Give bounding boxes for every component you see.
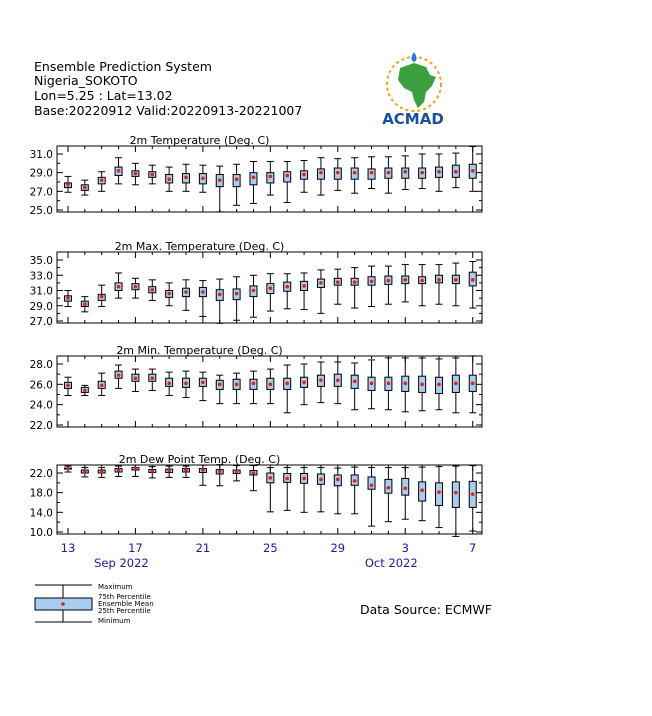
- mean-marker: [454, 278, 458, 282]
- header-line-1: Ensemble Prediction System: [34, 59, 212, 74]
- box-2022-09-23: [233, 373, 240, 404]
- box-2022-10-03: [402, 468, 409, 520]
- box-2022-09-22: [216, 375, 223, 403]
- box-2022-09-24: [250, 371, 257, 404]
- box-2022-09-20: [183, 280, 190, 311]
- legend-box: [35, 585, 92, 622]
- box-2022-09-13: [64, 176, 71, 192]
- box-2022-10-03: [402, 156, 409, 190]
- box-2022-09-30: [351, 158, 358, 193]
- box-2022-10-04: [419, 358, 426, 411]
- box-2022-10-05: [435, 359, 442, 410]
- y-tick-label: 29.0: [29, 167, 53, 180]
- box-2022-10-06: [452, 358, 459, 413]
- mean-marker: [235, 177, 239, 181]
- box-2022-09-19: [166, 167, 173, 191]
- mean-marker: [150, 288, 154, 292]
- mean-marker: [66, 384, 70, 388]
- mean-marker: [167, 469, 171, 473]
- mean-marker: [218, 383, 222, 387]
- box-2022-09-18: [149, 467, 156, 478]
- mean-marker: [471, 382, 475, 386]
- x-day-label: 25: [263, 541, 278, 555]
- x-month-label: Oct 2022: [364, 556, 418, 570]
- panel-title: 2m Dew Point Temp. (Deg. C): [118, 453, 281, 466]
- y-tick-label: 27.0: [29, 186, 53, 199]
- y-tick-label: 29.0: [29, 300, 53, 313]
- x-day-label: 29: [330, 541, 346, 555]
- mean-marker: [218, 470, 222, 474]
- mean-marker: [269, 476, 273, 480]
- legend-p75-label: 75th Percentile: [98, 593, 151, 601]
- mean-marker: [370, 280, 374, 284]
- chart-panel-3: [30, 344, 482, 432]
- mean-marker: [403, 170, 407, 174]
- data-source: Data Source: ECMWF: [360, 602, 492, 617]
- mean-marker: [353, 171, 357, 175]
- box-2022-09-29: [334, 362, 341, 404]
- mean-marker: [437, 170, 441, 174]
- box-2022-10-06: [452, 263, 459, 306]
- y-tick-label: 26.0: [29, 379, 53, 392]
- mean-marker: [420, 171, 424, 175]
- mean-marker: [302, 284, 306, 288]
- mean-marker: [269, 175, 273, 179]
- mean-marker: [100, 384, 104, 388]
- mean-marker: [134, 172, 138, 176]
- box-2022-10-01: [368, 360, 375, 409]
- box-2022-10-05: [435, 467, 442, 528]
- box-2022-09-18: [149, 165, 156, 184]
- box-2022-10-07: [469, 262, 476, 309]
- box-2022-09-29: [334, 468, 341, 514]
- mean-marker: [252, 289, 256, 293]
- box-2022-10-03: [402, 358, 409, 412]
- box-2022-09-22: [216, 166, 223, 212]
- box-2022-09-30: [351, 268, 358, 308]
- header-line-2: Nigeria_SOKOTO: [34, 73, 138, 88]
- chart-panel-4: [30, 453, 482, 539]
- legend-p25-label: 25th Percentile: [98, 607, 151, 615]
- mean-marker: [319, 171, 323, 175]
- box-2022-09-15: [98, 468, 105, 478]
- mean-marker: [117, 373, 121, 377]
- y-tick-label: 33.0: [29, 270, 53, 283]
- box-2022-09-21: [199, 372, 206, 400]
- mean-marker: [134, 376, 138, 380]
- box-2022-10-01: [368, 468, 375, 527]
- x-day-label: 7: [469, 541, 477, 555]
- box-2022-09-20: [183, 466, 190, 477]
- mean-marker: [420, 279, 424, 283]
- chart-panel-1: [30, 134, 482, 217]
- box-2022-09-26: [284, 365, 291, 413]
- chart-panel-2: [30, 240, 482, 328]
- mean-marker: [117, 468, 121, 472]
- x-month-label: Sep 2022: [94, 556, 149, 570]
- box-2022-09-27: [301, 364, 308, 405]
- mean-marker: [269, 383, 273, 387]
- box-2022-09-28: [317, 158, 324, 195]
- mean-marker: [353, 479, 357, 483]
- box-2022-10-02: [385, 358, 392, 410]
- box-2022-09-23: [233, 164, 240, 205]
- box-2022-09-14: [81, 468, 88, 477]
- box-2022-09-17: [132, 163, 139, 184]
- mean-marker: [218, 178, 222, 182]
- x-day-label: 13: [60, 541, 76, 555]
- box-2022-10-07: [469, 147, 476, 192]
- mean-marker: [83, 470, 87, 474]
- mean-marker: [471, 278, 475, 282]
- mean-marker: [437, 278, 441, 282]
- box-2022-09-22: [216, 279, 223, 323]
- box-2022-09-15: [98, 172, 105, 192]
- box-2022-09-21: [199, 281, 206, 317]
- box-2022-10-07: [469, 466, 476, 531]
- box-2022-09-13: [64, 377, 71, 395]
- mean-marker: [66, 183, 70, 187]
- mean-marker: [150, 376, 154, 380]
- box-2022-10-06: [452, 153, 459, 188]
- box-2022-10-02: [385, 157, 392, 193]
- panel-title: 2m Max. Temperature (Deg. C): [114, 240, 285, 253]
- box-2022-09-17: [132, 278, 139, 298]
- mean-marker: [336, 280, 340, 284]
- box-2022-09-18: [149, 369, 156, 390]
- y-tick-label: 24.0: [29, 399, 53, 412]
- mean-marker: [134, 467, 138, 471]
- y-tick-label: 31.0: [29, 285, 53, 298]
- mean-marker: [387, 279, 391, 283]
- mean-marker: [437, 383, 441, 387]
- mean-marker: [252, 176, 256, 180]
- mean-marker: [319, 281, 323, 285]
- box-2022-10-02: [385, 266, 392, 304]
- mean-marker: [269, 286, 273, 290]
- x-day-label: 21: [195, 541, 211, 555]
- mean-marker: [235, 470, 239, 474]
- box-2022-09-19: [166, 283, 173, 306]
- y-tick-label: 22.0: [29, 420, 53, 432]
- box-2022-09-21: [199, 165, 206, 192]
- box-2022-09-19: [166, 372, 173, 395]
- y-tick-label: 18.0: [29, 487, 53, 500]
- x-day-label: 3: [401, 541, 409, 555]
- mean-marker: [100, 470, 104, 474]
- mean-marker: [420, 488, 424, 492]
- x-day-label: 17: [128, 541, 143, 555]
- legend-maximum-label: Maximum: [98, 583, 133, 591]
- mean-marker: [218, 293, 222, 297]
- mean-marker: [285, 174, 289, 178]
- mean-marker: [336, 171, 340, 175]
- mean-marker: [387, 382, 391, 386]
- box-2022-09-24: [250, 275, 257, 317]
- box-2022-09-16: [115, 466, 122, 476]
- box-2022-10-04: [419, 154, 426, 189]
- y-tick-label: 31.0: [29, 149, 53, 161]
- box-2022-10-02: [385, 468, 392, 522]
- iqr-box: [368, 477, 375, 489]
- y-tick-label: 28.0: [29, 359, 53, 371]
- mean-marker: [336, 478, 340, 482]
- mean-marker: [471, 169, 475, 173]
- y-tick-label: 14.0: [29, 507, 53, 520]
- box-2022-09-16: [115, 365, 122, 388]
- mean-marker: [117, 285, 121, 289]
- mean-marker: [370, 483, 374, 487]
- mean-marker: [252, 471, 256, 475]
- mean-marker: [167, 177, 171, 181]
- legend-minimum-label: Minimum: [98, 617, 131, 625]
- mean-marker: [336, 378, 340, 382]
- box-2022-09-13: [64, 466, 71, 472]
- y-tick-label: 27.0: [29, 316, 53, 328]
- legend-mean: [61, 602, 65, 606]
- box-2022-09-17: [132, 369, 139, 391]
- mean-marker: [319, 378, 323, 382]
- mean-marker: [117, 169, 121, 173]
- mean-marker: [150, 469, 154, 473]
- mean-marker: [235, 383, 239, 387]
- header-line-4: Base:20220912 Valid:20220913-20221007: [34, 103, 303, 118]
- mean-marker: [302, 173, 306, 177]
- box-2022-10-07: [469, 356, 476, 413]
- box-2022-09-22: [216, 465, 223, 486]
- box-2022-09-24: [250, 161, 257, 203]
- box-2022-10-05: [435, 265, 442, 305]
- mean-marker: [184, 468, 188, 472]
- box-2022-09-30: [351, 363, 358, 410]
- box-2022-10-06: [452, 466, 459, 536]
- mean-marker: [252, 382, 256, 386]
- box-2022-10-05: [435, 154, 442, 191]
- box-2022-09-29: [334, 159, 341, 191]
- mean-marker: [471, 492, 475, 496]
- box-2022-09-27: [301, 161, 308, 193]
- box-2022-09-26: [284, 161, 291, 202]
- box-2022-09-16: [115, 158, 122, 184]
- logo-text: ACMAD: [382, 110, 444, 128]
- box-2022-09-27: [301, 273, 308, 310]
- box-2022-09-14: [81, 180, 88, 195]
- iqr-box: [435, 483, 442, 506]
- box-2022-09-16: [115, 273, 122, 298]
- box-2022-09-18: [149, 280, 156, 301]
- mean-marker: [83, 186, 87, 190]
- box-2022-09-15: [98, 373, 105, 395]
- mean-marker: [454, 382, 458, 386]
- mean-marker: [403, 486, 407, 490]
- mean-marker: [150, 173, 154, 177]
- mean-marker: [201, 290, 205, 294]
- y-tick-label: 10.0: [29, 527, 53, 539]
- mean-marker: [437, 490, 441, 494]
- box-2022-09-19: [166, 466, 173, 477]
- box-2022-09-15: [98, 285, 105, 306]
- mean-marker: [100, 178, 104, 182]
- legend-mean-label: Ensemble Mean: [98, 600, 154, 608]
- mean-marker: [370, 382, 374, 386]
- box-2022-09-26: [284, 468, 291, 511]
- box-2022-09-23: [233, 277, 240, 320]
- box-2022-09-13: [64, 291, 71, 307]
- mean-marker: [319, 478, 323, 482]
- box-2022-10-03: [402, 265, 409, 302]
- box-2022-09-25: [267, 161, 274, 195]
- mean-marker: [454, 170, 458, 174]
- box-2022-09-17: [132, 465, 139, 476]
- mean-marker: [184, 176, 188, 180]
- mean-marker: [201, 176, 205, 180]
- mean-marker: [285, 285, 289, 289]
- box-2022-10-04: [419, 467, 426, 521]
- box-2022-09-14: [81, 297, 88, 312]
- y-tick-label: 35.0: [29, 255, 53, 267]
- box-2022-09-20: [183, 371, 190, 397]
- mean-marker: [454, 491, 458, 495]
- box-2022-09-25: [267, 468, 274, 512]
- box-2022-10-01: [368, 157, 375, 189]
- box-2022-09-28: [317, 468, 324, 512]
- mean-marker: [184, 382, 188, 386]
- mean-marker: [420, 383, 424, 387]
- mean-marker: [83, 389, 87, 393]
- iqr-box: [452, 482, 459, 508]
- mean-marker: [285, 382, 289, 386]
- mean-marker: [370, 171, 374, 175]
- mean-marker: [403, 382, 407, 386]
- box-2022-09-24: [250, 466, 257, 491]
- box-2022-09-26: [284, 274, 291, 309]
- y-tick-label: 25.0: [29, 205, 53, 217]
- mean-marker: [302, 477, 306, 481]
- mean-marker: [403, 278, 407, 282]
- mean-marker: [167, 382, 171, 386]
- panel-title: 2m Temperature (Deg. C): [129, 134, 270, 147]
- mean-marker: [201, 381, 205, 385]
- mean-marker: [302, 381, 306, 385]
- mean-marker: [167, 292, 171, 296]
- box-2022-09-28: [317, 270, 324, 313]
- box-2022-09-23: [233, 466, 240, 481]
- y-tick-label: 22.0: [29, 468, 53, 480]
- mean-marker: [66, 467, 70, 471]
- mean-marker: [285, 477, 289, 481]
- mean-marker: [100, 295, 104, 299]
- box-2022-09-20: [183, 164, 190, 191]
- box-2022-09-27: [301, 468, 308, 513]
- box-2022-09-21: [199, 465, 206, 485]
- box-2022-09-25: [267, 274, 274, 311]
- box-2022-10-01: [368, 266, 375, 306]
- box-2022-09-14: [81, 385, 88, 395]
- box-2022-09-28: [317, 362, 324, 403]
- mean-marker: [387, 171, 391, 175]
- box-2022-09-29: [334, 269, 341, 304]
- mean-marker: [201, 468, 205, 472]
- header-line-3: Lon=5.25 : Lat=13.02: [34, 88, 173, 103]
- panel-title: 2m Min. Temperature (Deg. C): [116, 344, 283, 357]
- mean-marker: [387, 486, 391, 490]
- box-2022-10-04: [419, 265, 426, 306]
- box-2022-09-25: [267, 369, 274, 404]
- mean-marker: [353, 280, 357, 284]
- mean-marker: [353, 379, 357, 383]
- mean-marker: [235, 292, 239, 296]
- mean-marker: [83, 302, 87, 306]
- mean-marker: [134, 285, 138, 289]
- mean-marker: [66, 296, 70, 300]
- box-2022-09-30: [351, 467, 358, 514]
- mean-marker: [184, 290, 188, 294]
